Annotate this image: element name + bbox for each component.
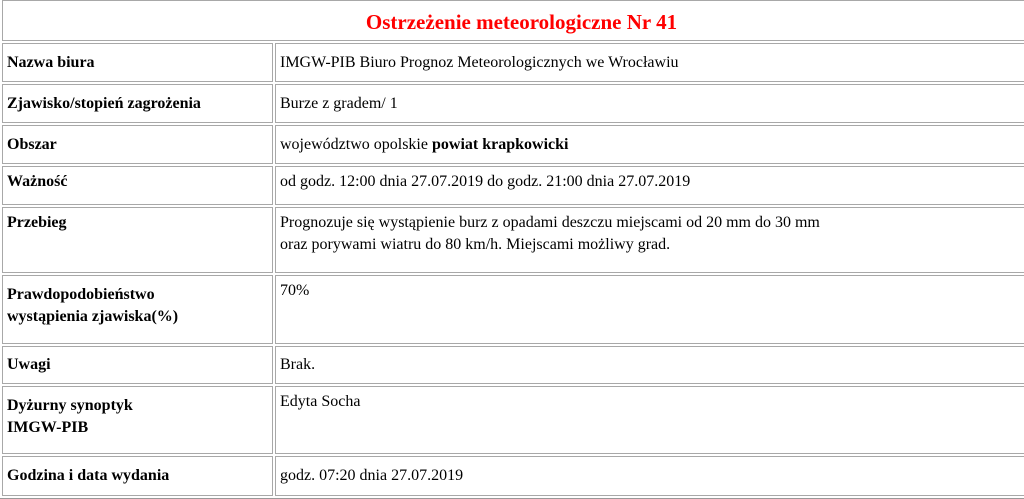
row-value: 70% — [275, 275, 1024, 344]
row-value: Burze z gradem/ 1 — [275, 84, 1024, 123]
row-label: Ważność — [2, 166, 273, 205]
probability-label: Prawdopodobieństwo wystąpienia zjawiska(%) — [7, 286, 179, 325]
row-value — [275, 207, 1024, 273]
row-value: Brak. — [275, 346, 1024, 384]
row-label — [2, 386, 273, 454]
warning-title: Ostrzeżenie meteorologiczne Nr 41 — [2, 0, 1024, 41]
table-row — [2, 386, 1024, 454]
table-row — [2, 456, 1024, 496]
row-label: Godzina i data wydania — [2, 456, 273, 496]
table-row — [2, 275, 1024, 344]
description: Prognozuje się wystąpienie burz z opadami deszczu miejscami od 20 mm do 30 mm oraz porywami wiatru do 80 km/h. Miejscami możliwy grad. — [280, 214, 820, 253]
row-label: Zjawisko/stopień zagrożenia — [2, 84, 273, 123]
voivodeship: województwo opolskie — [280, 135, 428, 153]
row-value: godz. 07:20 dnia 27.07.2019 — [275, 456, 1024, 496]
row-value: IMGW-PIB Biuro Prognoz Meteorologicznych we Wrocławiu — [275, 43, 1024, 82]
row-label: Uwagi — [2, 346, 273, 384]
table-row — [2, 346, 1024, 384]
row-label: Przebieg — [2, 207, 273, 273]
row-label — [2, 275, 273, 344]
table-row — [2, 125, 1024, 164]
county: powiat krapkowicki — [431, 135, 569, 153]
row-value: od godz. 12:00 dnia 27.07.2019 do godz. 21:00 dnia 27.07.2019 — [275, 166, 1024, 205]
table-row — [2, 84, 1024, 123]
forecaster-label: Dyżurny synoptyk IMGW-PIB — [7, 397, 133, 436]
row-value: Edyta Socha — [275, 386, 1024, 454]
row-label: Obszar — [2, 125, 273, 164]
table-row — [2, 166, 1024, 205]
row-value — [275, 125, 1024, 164]
table-row — [2, 207, 1024, 273]
table-row — [2, 43, 1024, 82]
row-label: Nazwa biura — [2, 43, 273, 82]
